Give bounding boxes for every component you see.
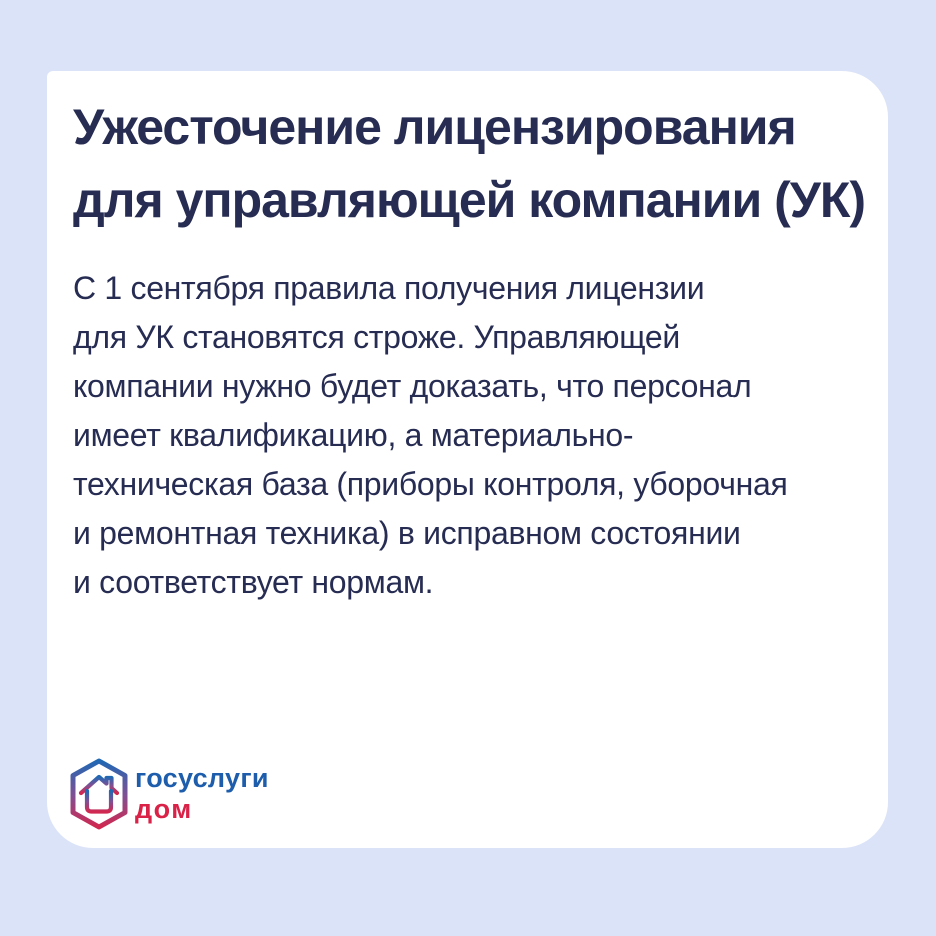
card-body-text <box>73 264 860 607</box>
body-line: С 1 сентября правила получения лицензии <box>73 270 705 306</box>
logo-text <box>135 763 269 825</box>
body-line: техническая база (приборы контроля, уборочная <box>73 466 788 502</box>
info-card <box>47 71 888 848</box>
card-title <box>73 91 865 237</box>
house-hexagon-icon <box>70 758 128 830</box>
body-line: и соответствует нормам. <box>73 564 434 600</box>
logo-text-dom: дом <box>135 794 193 824</box>
body-line: для УК становятся строже. Управляющей <box>73 319 680 355</box>
gosuslugi-dom-logo <box>70 758 269 830</box>
logo-text-gosuslugi: госуслуги <box>135 763 269 793</box>
body-line: и ремонтная техника) в исправном состоянии <box>73 515 741 551</box>
body-line: компании нужно будет доказать, что персонал <box>73 368 752 404</box>
title-line-1: Ужесточение лицензирования <box>73 99 796 155</box>
body-line: имеет квалификацию, а материально- <box>73 417 634 453</box>
title-line-2: для управляющей компании (УК) <box>73 172 865 228</box>
